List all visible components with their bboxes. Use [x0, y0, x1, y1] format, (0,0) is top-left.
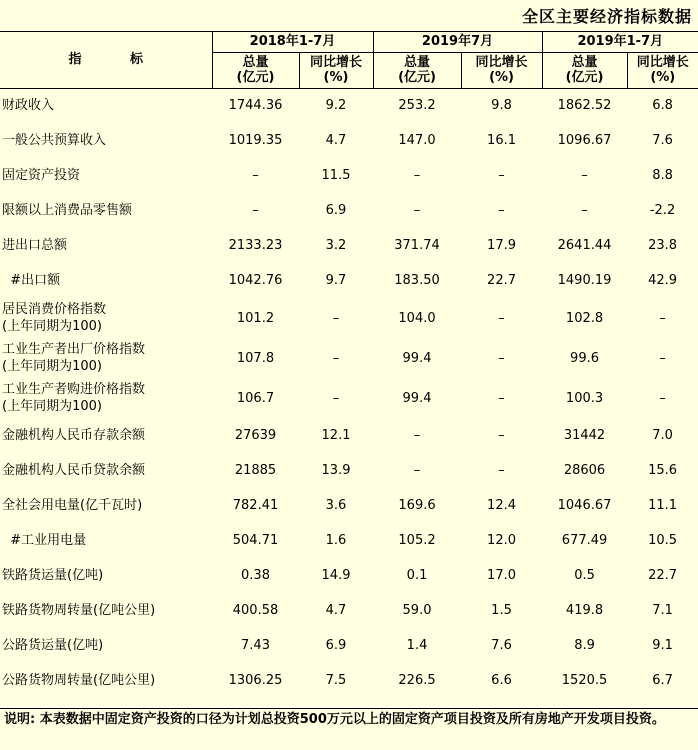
- row-indicator-name: 公路货运量(亿吨): [2, 638, 104, 653]
- total-value-cell: 106.7: [236, 390, 275, 406]
- growth-value-cell: –: [332, 350, 340, 366]
- total-value-cell: 1019.35: [228, 133, 283, 148]
- growth-value-cell: 12.0: [487, 533, 516, 548]
- total-value-cell: 1520.5: [561, 673, 608, 688]
- growth-value-cell: 7.1: [652, 603, 673, 618]
- growth-value-cell: 9.8: [491, 98, 512, 114]
- total-value-cell: –: [413, 428, 421, 443]
- growth-header: 同比增长 (%): [627, 52, 698, 88]
- growth-value-cell: –: [659, 310, 666, 326]
- row-indicator-name: 财政收入: [2, 98, 55, 114]
- growth-value-cell: -2.2: [649, 203, 676, 218]
- growth-value-cell: 22.7: [648, 568, 678, 583]
- row-indicator-name: 一般公共预算收入: [2, 133, 107, 148]
- total-value-cell: 1096.67: [557, 133, 612, 148]
- table-row: [0, 453, 698, 488]
- growth-value-cell: 17.0: [487, 568, 516, 583]
- total-value-cell: 1046.67: [557, 498, 612, 513]
- header-row-groups: [0, 32, 698, 52]
- total-value-cell: 59.0: [402, 603, 432, 618]
- growth-value-cell: 9.2: [325, 98, 347, 114]
- table-row: [0, 628, 698, 663]
- growth-value-cell: –: [498, 310, 505, 326]
- total-value-cell: 107.8: [236, 350, 275, 366]
- growth-value-cell: 15.6: [648, 463, 678, 478]
- growth-value-cell: 6.9: [325, 638, 347, 653]
- growth-value-cell: 4.7: [325, 603, 347, 618]
- table-row: [0, 558, 698, 593]
- table-row: [0, 193, 698, 228]
- total-value-cell: 100.3: [565, 390, 604, 406]
- growth-value-cell: –: [332, 390, 340, 406]
- total-value-cell: 0.5: [574, 568, 595, 583]
- title-bar: [0, 0, 698, 32]
- total-value-cell: 226.5: [398, 673, 436, 688]
- indicator-column-header: 指 标: [0, 32, 212, 88]
- footnote: 说明: 本表数据中固定资产投资的口径为计划总投资500万元以上的固定资产项目投资及所有房地产开发项目投资。: [0, 708, 698, 729]
- row-indicator-name: 居民消费价格指数 (上年同期为100): [2, 302, 107, 334]
- growth-value-cell: 4.7: [325, 133, 347, 148]
- total-value-cell: –: [413, 168, 421, 183]
- growth-value-cell: 10.5: [648, 533, 678, 548]
- growth-value-cell: 7.6: [491, 638, 512, 653]
- total-value-cell: 371.74: [394, 238, 440, 253]
- growth-value-cell: –: [498, 168, 505, 183]
- growth-value-cell: –: [659, 350, 666, 366]
- table-row: [0, 158, 698, 193]
- row-indicator-name: 全社会用电量(亿千瓦时): [2, 498, 143, 513]
- total-value-cell: 99.6: [570, 350, 599, 366]
- total-value-cell: 1042.76: [228, 273, 283, 288]
- table-row: [0, 593, 698, 628]
- row-indicator-name: 金融机构人民币贷款余额: [2, 463, 146, 478]
- total-value-cell: 31442: [563, 428, 606, 443]
- growth-value-cell: 7.6: [652, 133, 673, 148]
- growth-value-cell: –: [498, 390, 505, 406]
- total-value-cell: –: [581, 168, 588, 183]
- growth-value-cell: 23.8: [648, 238, 678, 253]
- table-row: [0, 298, 698, 338]
- total-value-cell: 147.0: [398, 133, 436, 148]
- growth-value-cell: 8.8: [652, 168, 673, 183]
- growth-value-cell: 1.6: [325, 533, 347, 548]
- row-indicator-name: 铁路货运量(亿吨): [2, 568, 104, 583]
- total-header: 总量 (亿元): [373, 52, 461, 88]
- table-row: [0, 338, 698, 378]
- row-indicator-name: 金融机构人民币存款余额: [2, 428, 146, 443]
- growth-value-cell: 17.9: [487, 238, 516, 253]
- growth-value-cell: 14.9: [321, 568, 351, 583]
- group-header-2019-7: 2019年7月: [373, 32, 542, 52]
- growth-value-cell: 16.1: [487, 133, 516, 148]
- table-row: [0, 123, 698, 158]
- total-value-cell: 1744.36: [228, 98, 283, 114]
- growth-value-cell: –: [498, 463, 505, 478]
- total-value-cell: –: [413, 463, 421, 478]
- growth-header: 同比增长 (%): [461, 52, 542, 88]
- total-value-cell: 21885: [234, 463, 277, 478]
- growth-value-cell: –: [659, 390, 666, 406]
- growth-value-cell: 6.6: [491, 673, 512, 688]
- total-value-cell: 99.4: [402, 390, 432, 406]
- total-value-cell: 0.38: [241, 568, 270, 583]
- total-value-cell: –: [252, 203, 259, 218]
- row-indicator-name: 工业生产者购进价格指数 (上年同期为100): [2, 382, 146, 414]
- row-indicator-name: 公路货物周转量(亿吨公里): [2, 673, 156, 688]
- total-value-cell: 104.0: [398, 310, 436, 326]
- row-indicator-name: 工业生产者出厂价格指数 (上年同期为100): [2, 342, 146, 374]
- growth-value-cell: 12.4: [487, 498, 516, 513]
- total-value-cell: 400.58: [232, 603, 279, 618]
- growth-value-cell: –: [498, 428, 505, 443]
- total-value-cell: 504.71: [232, 533, 279, 548]
- table-row: [0, 418, 698, 453]
- total-value-cell: –: [413, 203, 421, 218]
- total-value-cell: –: [581, 203, 588, 218]
- growth-value-cell: 9.1: [652, 638, 673, 653]
- row-indicator-name: #出口额: [2, 273, 61, 288]
- growth-value-cell: 6.7: [652, 673, 673, 688]
- table-row: [0, 263, 698, 298]
- growth-value-cell: 6.9: [325, 203, 347, 218]
- growth-value-cell: 9.7: [325, 273, 347, 288]
- total-value-cell: 105.2: [398, 533, 436, 548]
- table-row: [0, 88, 698, 123]
- total-header: 总量 (亿元): [212, 52, 299, 88]
- growth-value-cell: –: [332, 310, 340, 326]
- table-row: [0, 523, 698, 558]
- total-header: 总量 (亿元): [542, 52, 627, 88]
- total-value-cell: 8.9: [574, 638, 595, 653]
- growth-value-cell: 3.6: [325, 498, 347, 513]
- page-title: 全区主要经济指标数据: [521, 7, 692, 26]
- total-value-cell: 183.50: [394, 273, 440, 288]
- indicator-table: [0, 32, 698, 698]
- growth-value-cell: 11.1: [648, 498, 678, 513]
- growth-value-cell: 42.9: [648, 273, 678, 288]
- total-value-cell: 0.1: [406, 568, 428, 583]
- growth-value-cell: –: [498, 350, 505, 366]
- growth-value-cell: 11.5: [321, 168, 351, 183]
- growth-value-cell: 13.9: [321, 463, 351, 478]
- growth-value-cell: 7.5: [325, 673, 347, 688]
- total-value-cell: 27639: [234, 428, 277, 443]
- table-row: [0, 663, 698, 698]
- total-value-cell: 1490.19: [557, 273, 612, 288]
- total-value-cell: 99.4: [402, 350, 432, 366]
- total-value-cell: 1.4: [406, 638, 428, 653]
- total-value-cell: 253.2: [398, 98, 436, 114]
- growth-value-cell: 1.5: [491, 603, 512, 618]
- table-row: [0, 228, 698, 263]
- growth-value-cell: 3.2: [325, 238, 347, 253]
- total-value-cell: 101.2: [236, 310, 275, 326]
- growth-value-cell: 7.0: [652, 428, 673, 443]
- row-indicator-name: 固定资产投资: [2, 168, 81, 183]
- total-value-cell: 28606: [563, 463, 606, 478]
- row-indicator-name: #工业用电量: [2, 533, 87, 548]
- total-value-cell: 7.43: [241, 638, 270, 653]
- row-indicator-name: 限额以上消费品零售额: [2, 203, 133, 218]
- growth-header: 同比增长 (%): [299, 52, 373, 88]
- group-header-2018-1-7: 2018年1-7月: [212, 32, 373, 52]
- total-value-cell: 169.6: [398, 498, 436, 513]
- total-value-cell: –: [252, 168, 259, 183]
- table-row: [0, 378, 698, 418]
- total-value-cell: 2641.44: [557, 238, 612, 253]
- total-value-cell: 677.49: [561, 533, 608, 548]
- total-value-cell: 419.8: [565, 603, 604, 618]
- group-header-2019-1-7: 2019年1-7月: [542, 32, 698, 52]
- total-value-cell: 782.41: [232, 498, 279, 513]
- total-value-cell: 2133.23: [228, 238, 283, 253]
- row-indicator-name: 进出口总额: [2, 238, 68, 253]
- row-indicator-name: 铁路货物周转量(亿吨公里): [2, 603, 156, 618]
- total-value-cell: 1862.52: [557, 98, 612, 114]
- table-row: [0, 488, 698, 523]
- growth-value-cell: 6.8: [652, 98, 673, 114]
- total-value-cell: 1306.25: [228, 673, 283, 688]
- total-value-cell: 102.8: [565, 310, 604, 326]
- growth-value-cell: 12.1: [321, 428, 351, 443]
- growth-value-cell: 22.7: [487, 273, 516, 288]
- growth-value-cell: –: [498, 203, 505, 218]
